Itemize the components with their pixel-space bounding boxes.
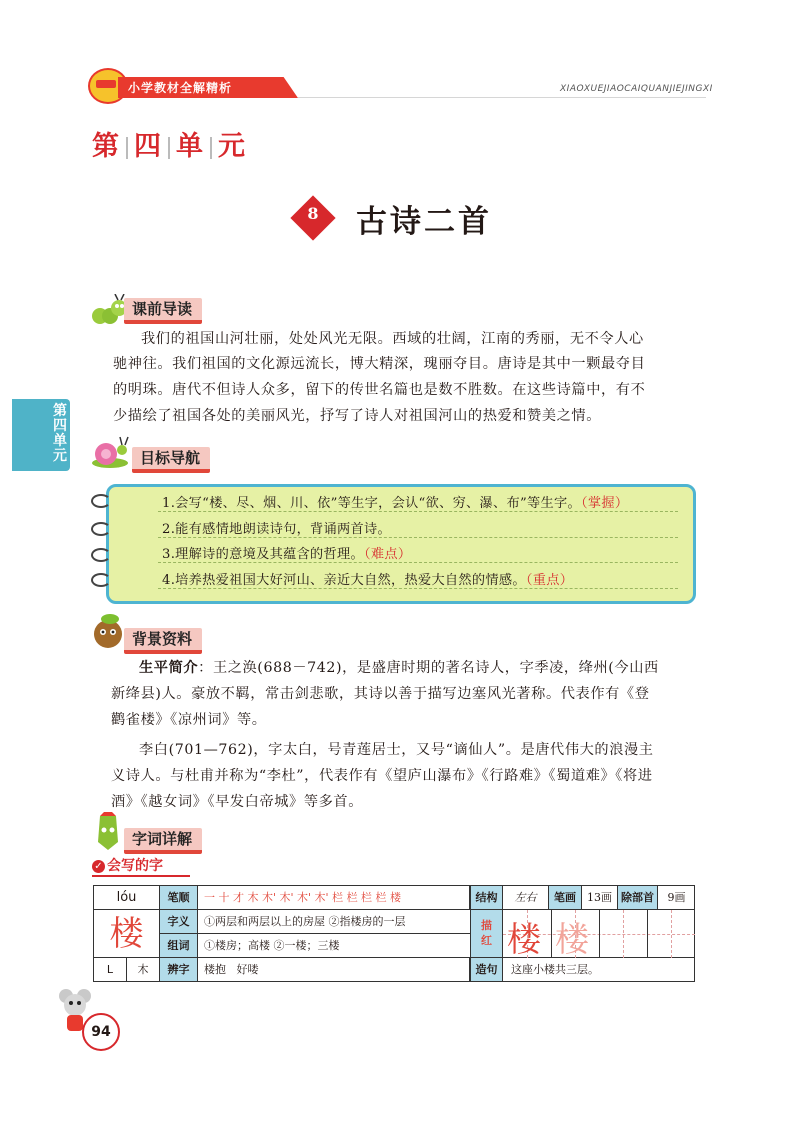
unit-title-char: 单 (176, 131, 204, 162)
goal-tag: （重点） (525, 573, 574, 588)
trace-character-faded: 楼 (555, 920, 589, 960)
trace-label: 描红 (470, 910, 503, 958)
unit-divider (210, 137, 212, 159)
section-heading-words: 字词详解 (124, 828, 202, 854)
sentence-label: 造句 (470, 958, 503, 981)
snail-mascot-icon (90, 436, 132, 470)
goal-item (162, 569, 573, 588)
page-number: 94 (82, 1013, 120, 1051)
goal-item (162, 518, 391, 537)
goal-text: 3.理解诗的意境及其蕴含的哲理。 (162, 547, 365, 562)
radical-exclusive-value: 9画 (658, 886, 695, 910)
fruit-mascot-icon (90, 612, 126, 650)
unit-title-char: 第 (92, 131, 120, 162)
preview-line: 我们的祖国山河壮丽，处处风光无限。西域的壮阔，江南的秀丽，无不令人心 (141, 331, 644, 347)
character-table (93, 885, 695, 982)
unit-divider (168, 137, 170, 159)
header-rule (298, 97, 706, 98)
radical-cell: 木 (127, 958, 160, 981)
binder-ring-icon (91, 548, 111, 562)
header-left-title: 小学教材全解精析 (128, 81, 233, 95)
unit-divider (126, 137, 128, 159)
goal-text: 4.培养热爱祖国大好河山、亲近大自然，热爱大自然的情感。 (162, 573, 526, 588)
bio-line: 义诗人。与杜甫并称为“李杜”，代表作有《望庐山瀑布》《行路难》《蜀道难》《将进 (111, 768, 653, 784)
section-heading-goals: 目标导航 (132, 447, 210, 473)
pencil-mascot-icon (90, 812, 126, 852)
binder-ring-icon (91, 494, 111, 508)
structure-value: 左右 (503, 886, 549, 910)
goal-text: 2.能有感情地朗读诗句，背诵两首诗。 (162, 522, 391, 537)
pinyin-cell: lóu (94, 886, 160, 910)
background-paragraph-1 (111, 656, 715, 682)
bio-line: ：王之涣(688－742)，是盛唐时期的著名诗人，字季凌，绛州(今山西 (198, 660, 659, 676)
preview-line: 少描绘了祖国各处的美丽风光，抒写了诗人对祖国河山的热爱和赞美之情。 (113, 408, 601, 424)
structure-label: 结构 (470, 886, 503, 910)
section-heading-background: 背景资料 (124, 628, 202, 654)
strokes-label: 笔画 (549, 886, 582, 910)
sentence-value: 这座小楼共三层。 (511, 963, 599, 976)
unit-title-char: 四 (134, 131, 162, 162)
preview-paragraph (113, 327, 717, 353)
bio-line: 李白(701—762)，字太白，号青莲居士，又号“谪仙人”。是唐代伟大的浪漫主 (139, 742, 654, 758)
trace-character: 楼 (507, 920, 541, 960)
goal-item (162, 543, 411, 562)
header-right-title: XIAOXUEJIAOCAIQUANJIEJINGXI (560, 84, 713, 94)
binder-ring-icon (91, 522, 111, 536)
goal-text: 1.会写“楼、尽、烟、川、依”等生字，会认“欲、穷、瀑、布”等生字。 (162, 496, 581, 511)
bio-line: 鹳雀楼》《凉州词》等。 (111, 712, 267, 728)
stroke-order-label: 笔顺 (160, 886, 198, 910)
caterpillar-mascot-icon (88, 294, 128, 328)
initial-cell: L (94, 958, 127, 981)
grid-divider (599, 910, 600, 958)
grid-guide (623, 910, 624, 958)
subheading-label: 会写的字 (107, 858, 163, 874)
character-cell: 楼 (94, 910, 160, 958)
grid-guide (671, 910, 672, 958)
grid-divider (551, 910, 552, 958)
compound-value: ①楼房；高楼 ②一楼；三楼 (198, 934, 470, 958)
goal-tag: （难点） (364, 547, 412, 562)
preview-line: 的明珠。唐代不但诗人众多，留下的传世名篇也是数不胜数。在这些诗篇中，有不 (113, 382, 646, 398)
section-heading-preview: 课前导读 (124, 298, 202, 324)
bio-label: 生平简介 (139, 660, 199, 676)
lesson-title: 古诗二首 (356, 204, 492, 240)
goal-divider (158, 511, 678, 512)
goal-divider (158, 588, 678, 589)
unit-side-tab-label: 第四单元 (53, 403, 67, 464)
unit-title-char: 元 (218, 131, 246, 162)
logo-badge (96, 80, 116, 88)
radical-exclusive-label: 除部首 (618, 886, 658, 910)
check-icon: ✓ (92, 860, 105, 873)
stroke-order-value: 一 十 才 木 木' 木' 木' 木' 栏 栏 栏 栏 楼 (198, 886, 470, 910)
distinguish-value: 楼抱 好喽 (198, 958, 470, 981)
meaning-label: 字义 (160, 910, 198, 934)
subheading-writable-chars (92, 855, 163, 875)
distinguish-label: 辨字 (160, 958, 198, 981)
grid-divider (647, 910, 648, 958)
bio-line: 新绛县)人。豪放不羁，常击剑悲歌，其诗以善于描写边塞风光著称。代表作有《登 (111, 686, 650, 702)
tracing-grid (503, 910, 695, 958)
meaning-value: ①两层和两层以上的房屋 ②指楼房的一层 (198, 910, 470, 934)
binder-ring-icon (91, 573, 111, 587)
compound-label: 组词 (160, 934, 198, 958)
unit-title (92, 124, 246, 163)
strokes-value: 13画 (582, 886, 618, 910)
goal-item (162, 492, 628, 511)
lesson-number: 8 (307, 204, 319, 223)
preview-line: 驰神往。我们祖国的文化源远流长，博大精深，瑰丽夺目。唐诗是其中一颗最夺目 (113, 356, 646, 372)
goal-divider (158, 562, 678, 563)
goal-divider (158, 537, 678, 538)
bio-line: 酒》《越女词》《早发白帝城》等多首。 (111, 794, 363, 810)
subheading-rule (92, 875, 190, 877)
goal-tag: （掌握） (581, 496, 629, 511)
